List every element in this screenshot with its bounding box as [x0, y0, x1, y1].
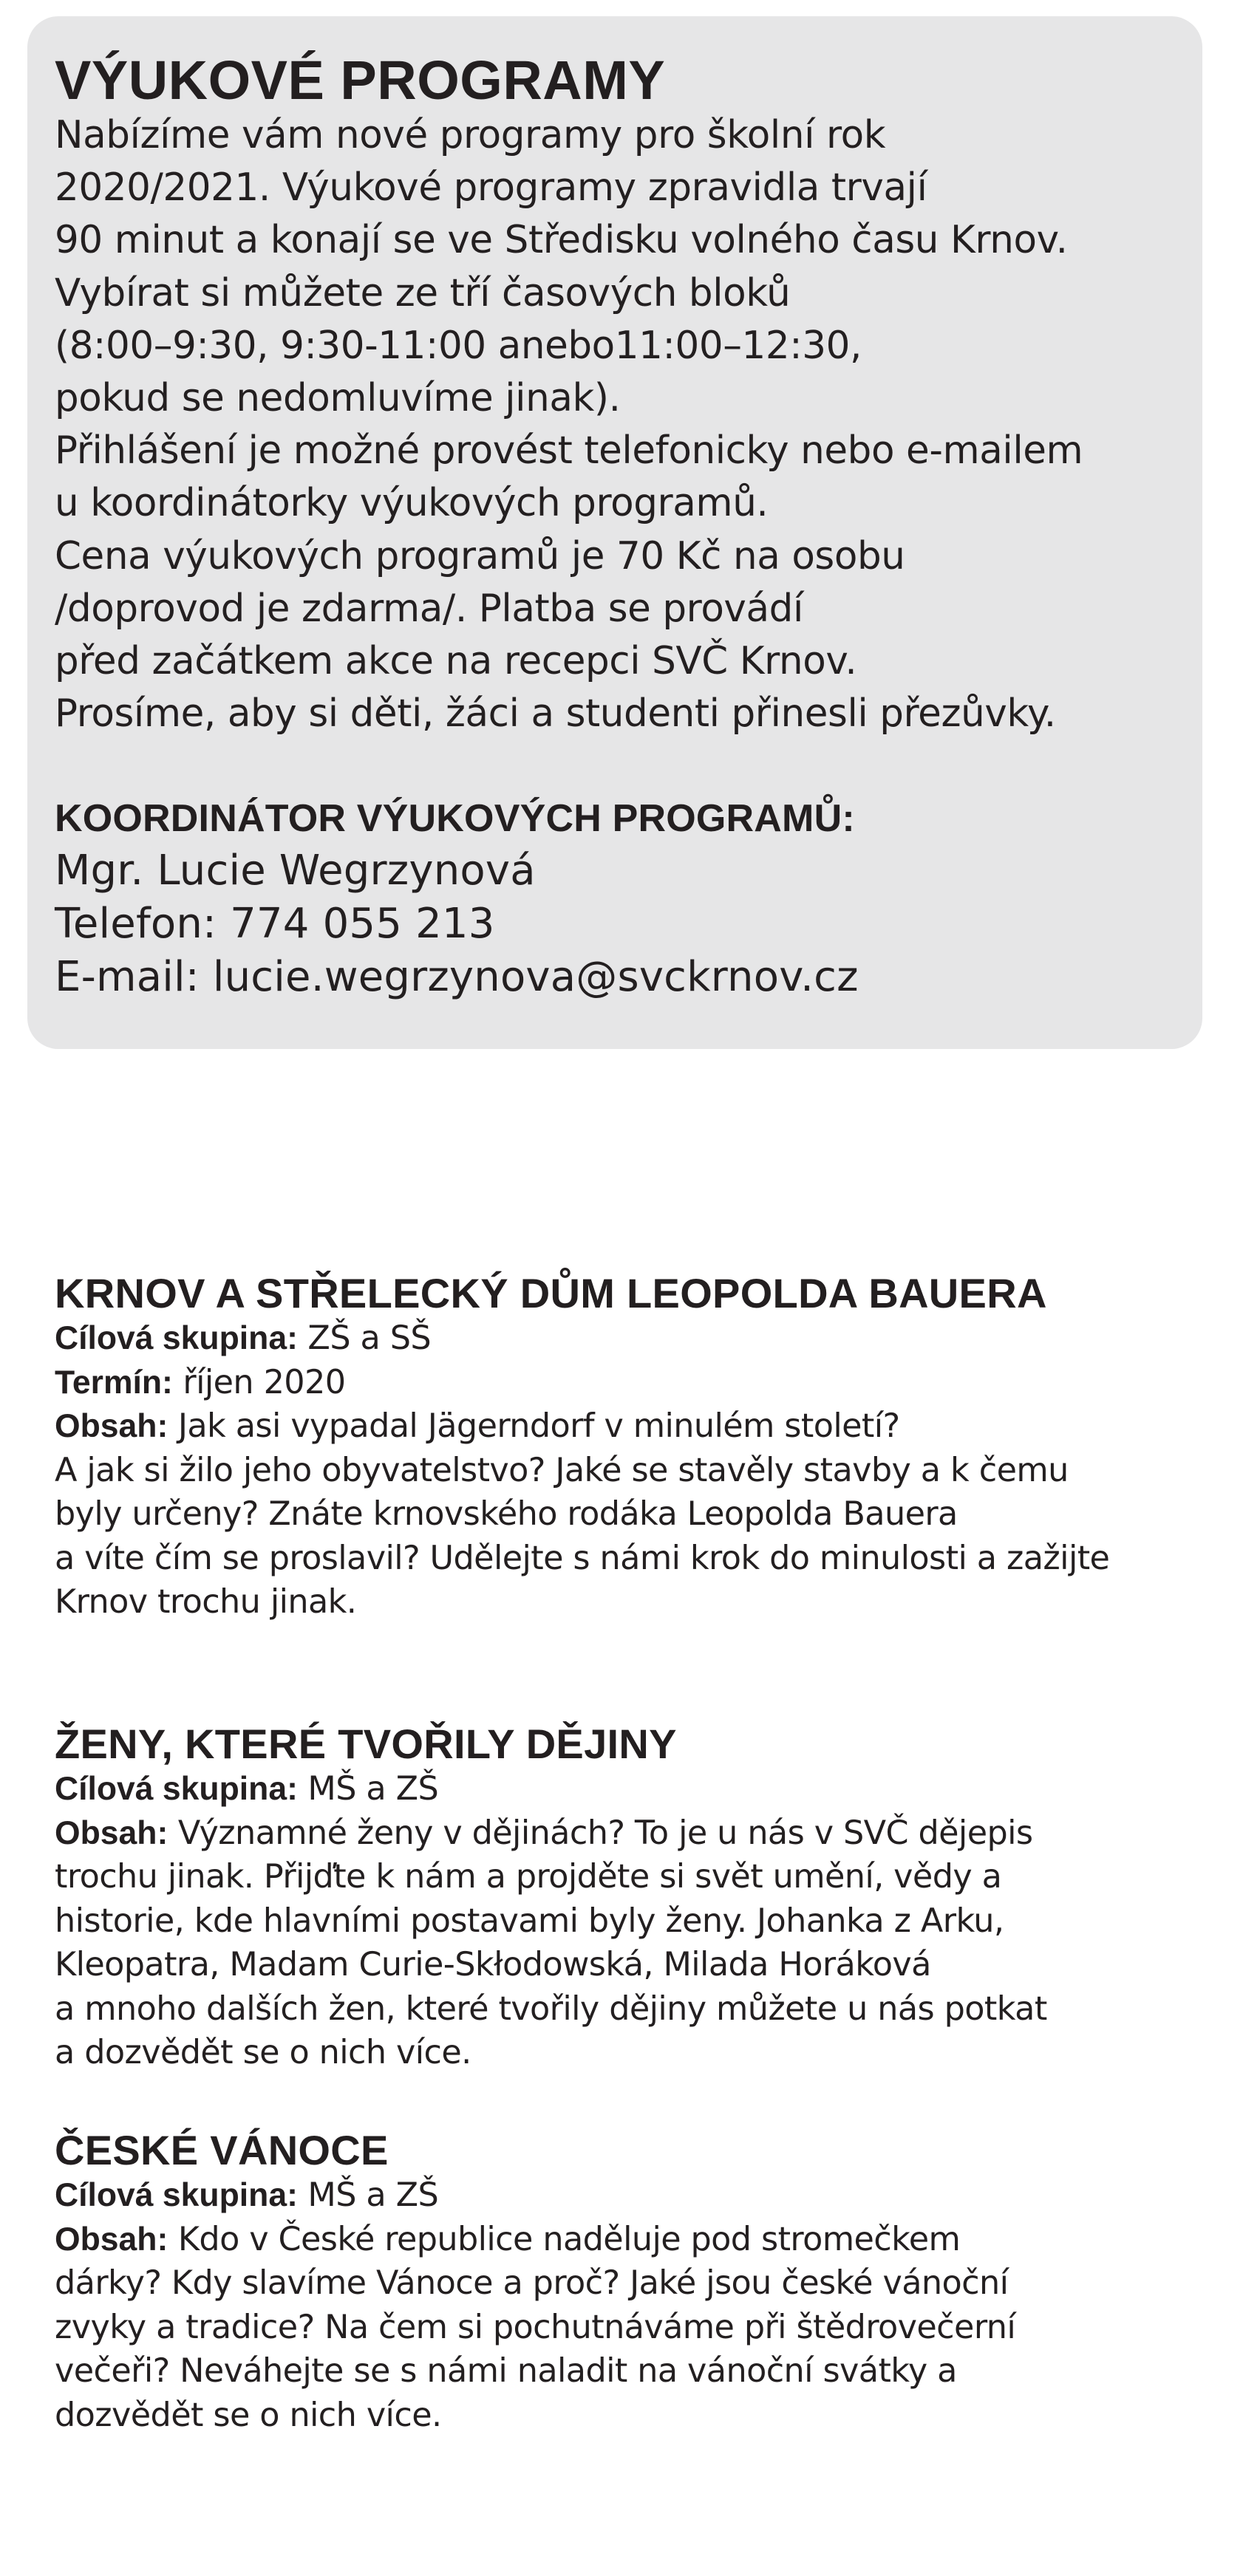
content-line: a víte čím se proslavil? Udělejte s námi krok do minulosti a zažijte: [55, 1539, 1110, 1577]
content-text: Významné ženy v dějinách? To je u nás v SVČ dějepis: [168, 1814, 1033, 1852]
content-line: zvyky a tradice? Na čem si pochutnáváme při štědrovečerní: [55, 2308, 1016, 2346]
content-line: trochu jinak. Přijďte k nám a projděte si svět umění, vědy a: [55, 1858, 1002, 1896]
content-label: Obsah:: [55, 1408, 168, 1444]
content-text: Jak asi vypadal Jägerndorf v minulém století?: [168, 1407, 900, 1445]
content-line: dozvědět se o nich více.: [55, 2396, 442, 2434]
program-content: [55, 1811, 1222, 1856]
content-line: a mnoho dalších žen, které tvořily dějiny můžete u nás potkat: [55, 1989, 1047, 2028]
program-term: [55, 1361, 1222, 1405]
content-line: a dozvědět se o nich více.: [55, 2034, 471, 2071]
intro-line: 2020/2021. Výukové programy zpravidla trvají: [55, 165, 927, 211]
coordinator-phone: Telefon: 774 055 213: [55, 900, 495, 949]
content-line: večeři? Neváhejte se s námi naladit na vánoční svátky a: [55, 2352, 957, 2390]
intro-line: před začátkem akce na recepci SVČ Krnov.: [55, 639, 857, 684]
program-content: [55, 1404, 1222, 1449]
program-title: KRNOV A STŘELECKÝ DŮM LEOPOLDA BAUERA: [55, 1270, 1047, 1316]
program-content: [55, 2218, 1222, 2262]
content-line: historie, kde hlavními postavami byly ženy. Johanka z Arku,: [55, 1902, 1004, 1940]
content-text: Kdo v České republice naděluje pod stromečkem: [168, 2220, 961, 2258]
content-label: Obsah:: [55, 1814, 168, 1851]
intro-line: Cena výukových programů je 70 Kč na osobu: [55, 533, 905, 578]
content-line: A jak si žilo jeho obyvatelstvo? Jaké se stavěly stavby a k čemu: [55, 1451, 1069, 1489]
content-line: dárky? Kdy slavíme Vánoce a proč? Jaké jsou české vánoční: [55, 2264, 1009, 2302]
intro-line: (8:00–9:30, 9:30-11:00 anebo11:00–12:30,: [55, 323, 862, 368]
intro-line: 90 minut a konají se ve Středisku volného času Krnov.: [55, 218, 1068, 263]
intro-line: pokud se nedomluvíme jinak).: [55, 376, 621, 421]
program-body: [55, 1767, 1222, 2075]
intro-text: [55, 109, 1176, 1004]
intro-line: u koordinátorky výukových programů.: [55, 481, 769, 526]
target-label: Cílová skupina:: [55, 1320, 298, 1356]
content-label: Obsah:: [55, 2221, 168, 2258]
term-value: říjen 2020: [172, 1363, 346, 1401]
program-body: [55, 1316, 1222, 1624]
program-body: [55, 2173, 1222, 2437]
intro-panel: [27, 16, 1202, 1049]
program-target: [55, 1316, 1222, 1361]
program-target: [55, 2173, 1222, 2218]
intro-line: Přihlášení je možné provést telefonicky nebo e-mailem: [55, 428, 1083, 474]
intro-line: Nabízíme vám nové programy pro školní rok: [55, 113, 886, 157]
content-line: Krnov trochu jinak.: [55, 1583, 357, 1621]
target-label: Cílová skupina:: [55, 2177, 298, 2213]
intro-line: /doprovod je zdarma/. Platba se provádí: [55, 586, 803, 631]
intro-line: Vybírat si můžete ze tří časových bloků: [55, 270, 791, 315]
program-title: ŽENY, KTERÉ TVOŘILY DĚJINY: [55, 1721, 677, 1767]
program-zeny: [55, 1721, 1222, 2075]
program-title: ČESKÉ VÁNOCE: [55, 2127, 389, 2173]
program-vanoce: [55, 2128, 1222, 2437]
content-line: Kleopatra, Madam Curie-Skłodowská, Milada Horáková: [55, 1946, 931, 1984]
target-label: Cílová skupina:: [55, 1771, 298, 1807]
program-target: [55, 1767, 1222, 1811]
target-value: MŠ a ZŠ: [297, 1770, 439, 1808]
content-line: byly určeny? Znáte krnovského rodáka Leopolda Bauera: [55, 1495, 958, 1533]
program-krnov: [55, 1271, 1222, 1624]
spacer: [55, 740, 1176, 793]
term-label: Termín:: [55, 1364, 173, 1401]
target-value: MŠ a ZŠ: [297, 2176, 439, 2214]
coordinator-name: Mgr. Lucie Wegrzynová: [55, 847, 536, 895]
page-title: VÝUKOVÉ PROGRAMY: [55, 49, 666, 111]
coordinator-heading: KOORDINÁTOR VÝUKOVÝCH PROGRAMŮ:: [55, 797, 855, 841]
target-value: ZŠ a SŠ: [297, 1319, 432, 1357]
coordinator-email: E-mail: lucie.wegrzynova@svckrnov.cz: [55, 953, 859, 1002]
intro-line: Prosíme, aby si děti, žáci a studenti přinesli přezůvky.: [55, 691, 1056, 737]
